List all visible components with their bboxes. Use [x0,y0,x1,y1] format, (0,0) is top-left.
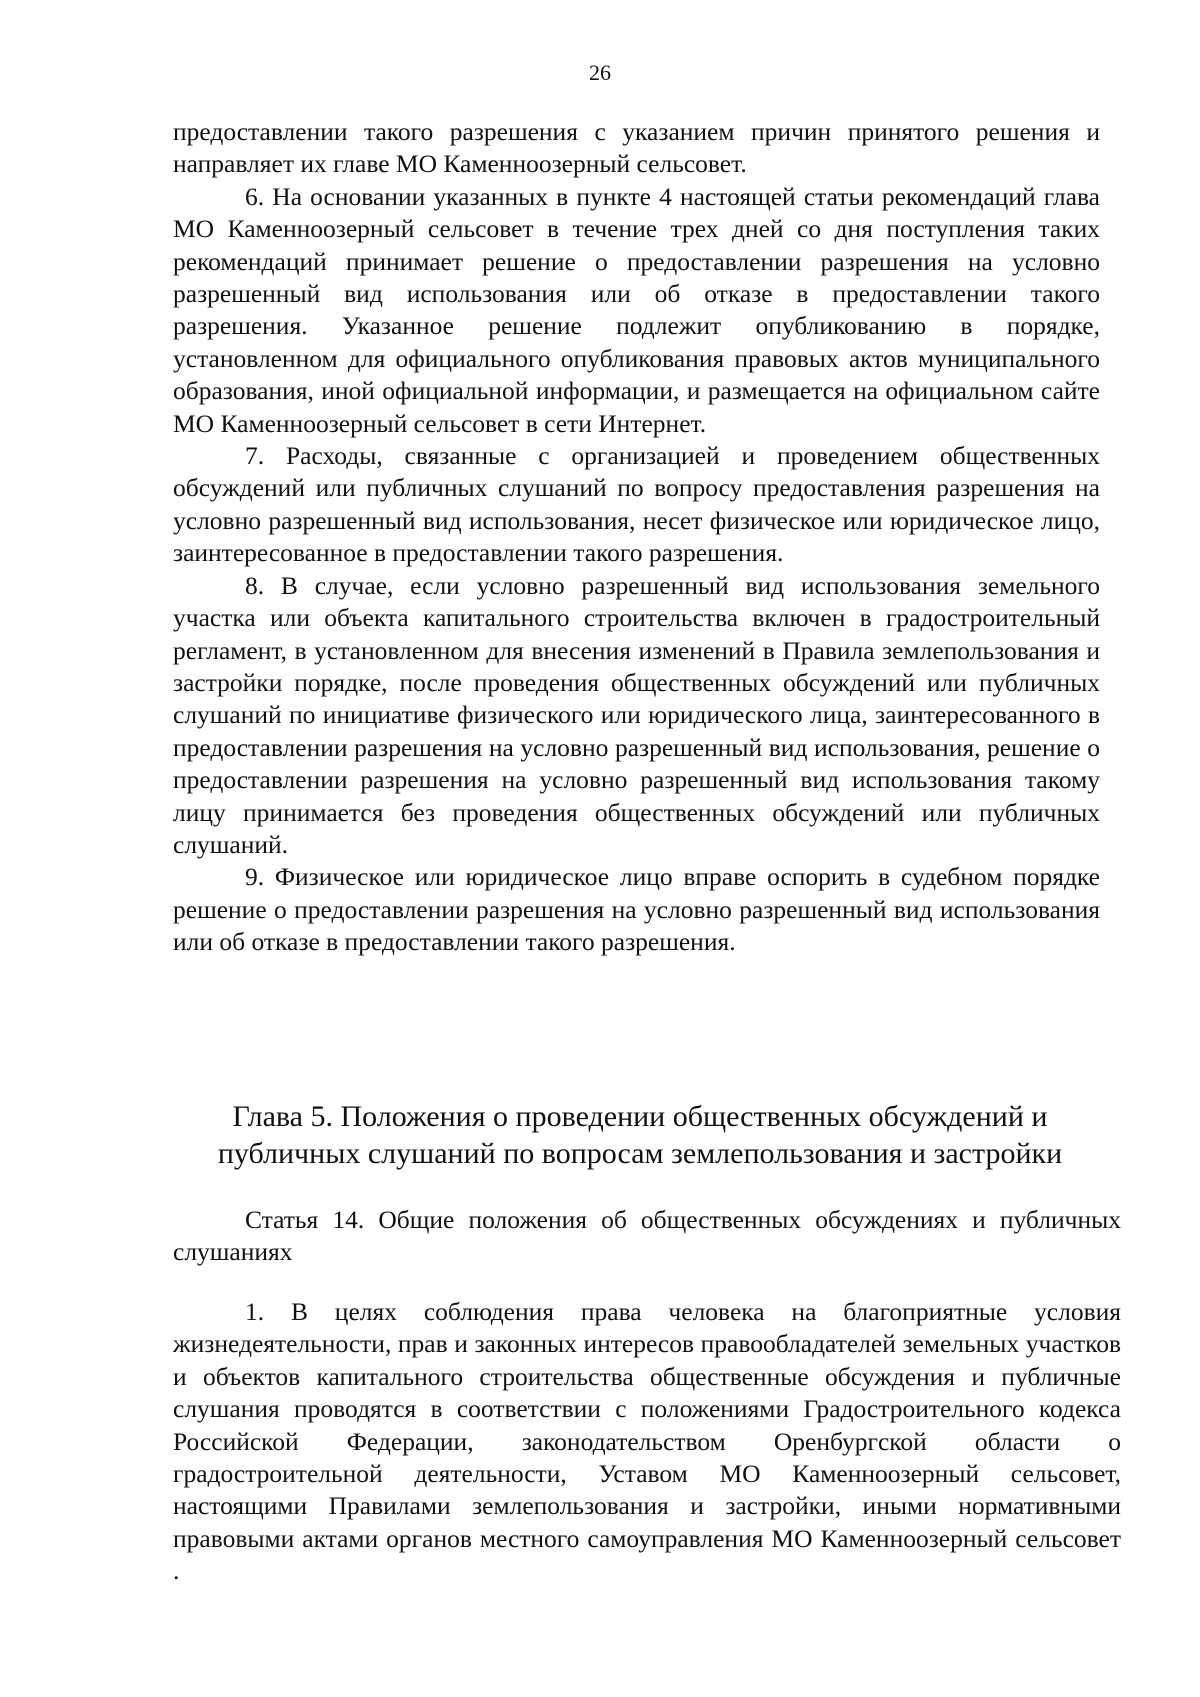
page-number: 26 [589,60,611,85]
paragraph-item-6: 6. На основании указанных в пункте 4 настоящей статьи рекомендаций глава МО Каменноозерный сельсовет в течение трех дней со дня поступления таких рекомендаций принимает решение о предоставлении разрешения на условно разрешенный вид использования или об отказе в предоставлении такого разрешения. Указанное решение подлежит опубликованию в порядке, установленном для официального опубликования правовых актов муниципального образования, иной официальной информации, и размещается на официальном сайте МО Каменноозерный сельсовет в сети Интернет. [173,181,1100,438]
paragraph-continuation: предоставлении такого разрешения с указанием причин принятого решения и направляет их главе МО Каменноозерный сельсовет. [173,117,1100,179]
article-paragraph-1: 1. В целях соблюдения права человека на благоприятные условия жизнедеятельности, прав и законных интересов правообладателей земельных участков и объектов капитального строительства общественные обсуждения и публичные слушания проводятся в соответствии с положениями Градостроительного кодекса Российской Федерации, законодательством Оренбургской области о градостроительной деятельности, Уставом МО Каменноозерный сельсовет, настоящими Правилами землепользования и застройки, иными нормативными правовыми актами органов местного самоуправления МО Каменноозерный сельсовет . [173,1297,1121,1586]
article-body-section [173,1296,1121,1588]
paragraph-item-7: 7. Расходы, связанные с организацией и проведением общественных обсуждений или публичных слушаний по вопросу предоставления разрешения на условно разрешенный вид использования, несет физическое или юридическое лицо, заинтересованное в предоставлении такого разрешения. [173,441,1100,568]
body-text-section [173,116,1100,959]
article-heading-section [173,1204,1121,1269]
paragraph-item-9: 9. Физическое или юридическое лицо вправе оспорить в судебном порядке решение о предоставлении разрешения на условно разрешенный вид использования или об отказе в предоставлении такого разрешения. [173,862,1100,957]
chapter-title [150,1098,1130,1172]
paragraph-item-8: 8. В случае, если условно разрешенный вид использования земельного участка или объекта капитального строительства включен в градостроительный регламент, в установленном для внесения изменений в Правила землепользования и застройки порядке, после проведения общественных обсуждений или публичных слушаний по инициативе физического или юридического лица, заинтересованного в предоставлении разрешения на условно разрешенный вид использования, решение о предоставлении разрешения на условно разрешенный вид использования такому лицу принимается без проведения общественных обсуждений или публичных слушаний. [173,570,1100,859]
article-title: Статья 14. Общие положения об общественных обсуждениях и публичных слушаниях [173,1205,1121,1267]
chapter-title-line-1: Глава 5. Положения о проведении общественных обсуждений и [232,1100,1048,1133]
chapter-title-line-2: публичных слушаний по вопросам землепользования и застройки [217,1137,1063,1170]
